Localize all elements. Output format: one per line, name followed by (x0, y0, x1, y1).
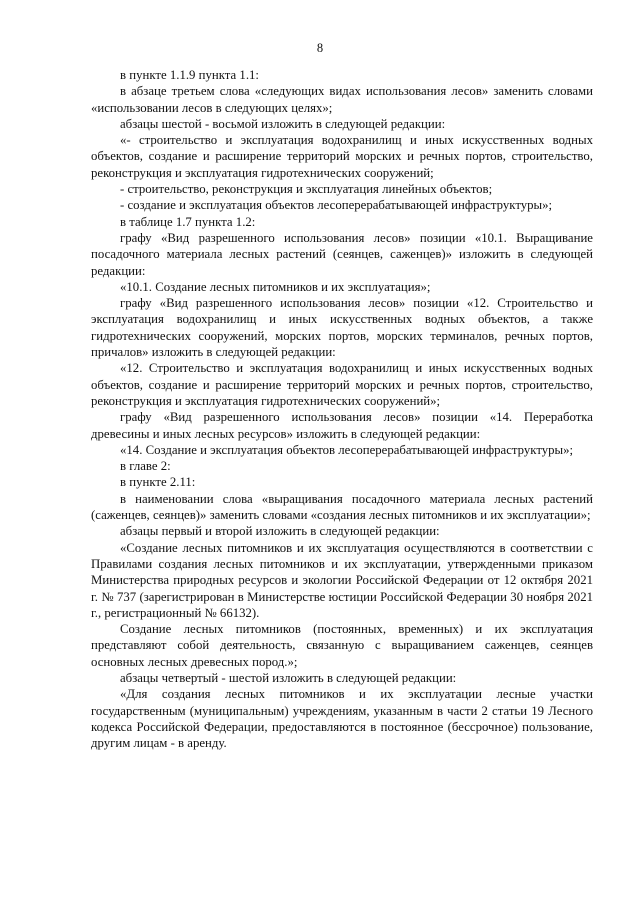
paragraph: в наименовании слова «выращивания посадочного материала лесных растений (саженцев, сеянцев)» заменить словами «создания лесных питомников и их эксплуатации»; (91, 491, 593, 523)
paragraph: «14. Создание и эксплуатация объектов лесоперерабатывающей инфраструктуры»; (120, 442, 574, 457)
paragraph: графу «Вид разрешенного использования лесов» позиции «12. Строительство и эксплуатация водохранилищ и иных искусственных водных объектов, а также гидротехнических сооружений, морских портов, морских терминалов, речных портов, причалов» изложить в следующей редакции: (91, 296, 593, 360)
paragraph: в пункте 1.1.9 пункта 1.1: (120, 68, 259, 82)
document-body (91, 67, 593, 751)
paragraph: «10.1. Создание лесных питомников и их эксплуатация»; (120, 279, 431, 294)
paragraph: абзацы первый и второй изложить в следующей редакции: (120, 524, 440, 539)
paragraph: в пункте 2.11: (120, 475, 196, 490)
paragraph: Создание лесных питомников (постоянных, временных) и их эксплуатация представляют собой деятельность, связанную с выращиванием саженцев, сеянцев основных лесных древесных пород.»; (91, 622, 593, 669)
paragraph: абзацы шестой - восьмой изложить в следующей редакции: (120, 116, 446, 131)
paragraph: в главе 2: (120, 459, 171, 474)
paragraph: графу «Вид разрешенного использования лесов» позиции «14. Переработка древесины и иных лесных ресурсов» изложить в следующей редакции: (91, 410, 593, 441)
paragraph: «Для создания лесных питомников и их эксплуатации лесные участки государственным (муниципальным) учреждениям, указанным в части 2 статьи 19 Лесного кодекса Российской Федерации, предоставляются в постоянное (бессрочное) пользование, другим лицам - в аренду. (91, 687, 593, 751)
paragraph: графу «Вид разрешенного использования лесов» позиции «10.1. Выращивание посадочного материала лесных растений (сеянцев, саженцев)» изложить в следующей редакции: (91, 230, 593, 278)
paragraph: в абзаце третьем слова «следующих видах использования лесов» заменить словами «использовании лесов в следующих целях»; (91, 84, 593, 115)
paragraph: - строительство, реконструкция и эксплуатация линейных объектов; (120, 182, 493, 197)
paragraph: «12. Строительство и эксплуатация водохранилищ и иных искусственных водных объектов, создание и расширение территорий морских и речных портов, строительство, реконструкция и эксплуатация гидротехнических сооружений»; (91, 361, 593, 408)
paragraph: «- строительство и эксплуатация водохранилищ и иных искусственных водных объектов, создание и расширение территорий морских и речных портов, строительство, реконструкция и эксплуатация гидротехнических сооружений; (91, 133, 593, 180)
paragraph: «Создание лесных питомников и их эксплуатация осуществляются в соответствии с Правилами создания лесных питомников и их эксплуатации, утвержденными приказом Министерства природных ресурсов и экологии Российской Федерации от 12 октября 2021 г. № 737 (зарегистрирован в Министерстве юстиции Российской Федерации 30 ноября 2021 г., регистрационный № 66132). (91, 540, 593, 620)
paragraph: - создание и эксплуатация объектов лесоперерабатывающей инфраструктуры»; (120, 198, 553, 213)
paragraph: абзацы четвертый - шестой изложить в следующей редакции: (120, 670, 457, 685)
paragraph: в таблице 1.7 пункта 1.2: (120, 214, 256, 229)
page-number: 8 (316, 41, 324, 55)
